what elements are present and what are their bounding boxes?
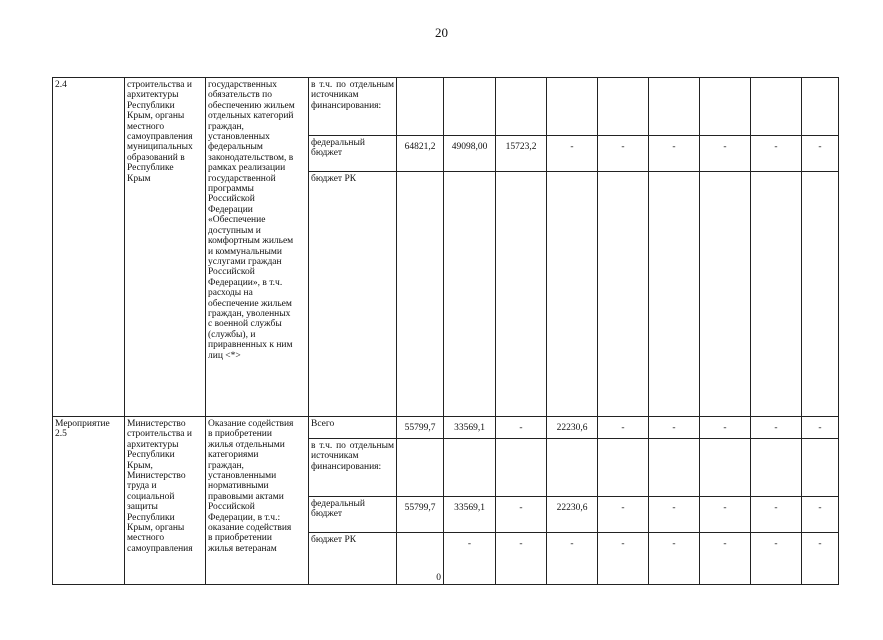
- text-line: труда и: [127, 481, 157, 492]
- cell-empty: [649, 172, 700, 417]
- value-cell: -: [496, 533, 547, 585]
- text-line: самоуправления: [127, 543, 193, 554]
- budget-table: [52, 77, 839, 585]
- source-incl-2-5: в т.ч. по отдельным источникам финансирования:: [309, 439, 397, 497]
- text-line: социальной: [127, 491, 175, 502]
- text-line: Российской: [208, 267, 255, 278]
- description-2-5: [206, 417, 309, 585]
- value-cell: -: [496, 497, 547, 533]
- value-cell: -: [649, 136, 700, 172]
- text-line: Оказание содействия: [208, 419, 294, 429]
- value-cell: -: [700, 417, 751, 439]
- text-line: архитектуры: [127, 90, 179, 101]
- table-row: [53, 78, 839, 136]
- text-line: Крым, органы: [127, 111, 185, 122]
- text-line: приравненных к ним: [208, 340, 293, 351]
- text-line: категориями: [208, 450, 259, 461]
- text-line: отдельных категорий: [208, 111, 294, 122]
- value-cell: -: [700, 533, 751, 585]
- cell-empty: [751, 439, 802, 497]
- text-line: Республики: [127, 100, 175, 111]
- text-line: местного: [127, 533, 165, 544]
- value-cell: -: [598, 136, 649, 172]
- text-line: государственной: [208, 173, 276, 184]
- cell-empty: [700, 78, 751, 136]
- value-cell: -: [700, 136, 751, 172]
- cell-empty: [802, 78, 839, 136]
- text-line: строительства и: [127, 429, 192, 440]
- text-line: образований в: [127, 152, 185, 163]
- value-cell: 22230,6: [547, 497, 598, 533]
- cell-empty: [444, 172, 496, 417]
- cell-empty: [496, 78, 547, 136]
- cell-empty: [802, 439, 839, 497]
- value-cell: 33569,1: [444, 417, 496, 439]
- value-cell: -: [598, 497, 649, 533]
- cell-empty: [444, 78, 496, 136]
- value-cell: -: [751, 533, 802, 585]
- value-cell: 64821,2: [397, 136, 444, 172]
- text-line: местного: [127, 121, 165, 132]
- cell-empty: [598, 439, 649, 497]
- cell-empty: [751, 78, 802, 136]
- value-cell: 55799,7: [397, 417, 444, 439]
- text-line: Российской: [208, 194, 255, 205]
- value-cell: 49098,00: [444, 136, 496, 172]
- cell-empty: [496, 439, 547, 497]
- executor-2-4: [125, 78, 206, 417]
- cell-empty: [649, 439, 700, 497]
- text-line: установленных: [208, 132, 270, 143]
- cell-empty: [598, 172, 649, 417]
- text-line: Министерство: [127, 419, 186, 429]
- cell-empty: [397, 172, 444, 417]
- value-cell: -: [547, 136, 598, 172]
- source-rk-2-5: бюджет РК: [309, 533, 397, 585]
- text-line: и коммунальными: [208, 246, 282, 257]
- text-line: обязательств по: [208, 90, 272, 101]
- cell-empty: [802, 172, 839, 417]
- text-line: оказание содействия: [208, 523, 292, 534]
- value-cell: -: [598, 417, 649, 439]
- text-line: самоуправления: [127, 132, 193, 143]
- value-cell: -: [751, 497, 802, 533]
- cell-empty: [397, 78, 444, 136]
- text-line: Федерации, в т.ч.:: [208, 512, 281, 523]
- value-cell: -: [802, 497, 839, 533]
- text-line: жилья ветеранам: [208, 543, 277, 554]
- text-line: лиц <*>: [208, 350, 241, 361]
- executor-2-5: [125, 417, 206, 585]
- cell-empty: [397, 439, 444, 497]
- source-rk-2-4: бюджет РК: [309, 172, 397, 417]
- value-cell: -: [751, 136, 802, 172]
- value-cell: -: [649, 497, 700, 533]
- text-line: услугами граждан: [208, 256, 282, 267]
- cell-empty: [547, 439, 598, 497]
- text-line: строительства и: [127, 80, 192, 90]
- text-line: нормативными: [208, 481, 269, 492]
- text-line: программы: [208, 184, 254, 195]
- source-federal-2-4: федеральный бюджет: [309, 136, 397, 172]
- value-cell: -: [649, 417, 700, 439]
- text-line: Крым,: [127, 460, 153, 471]
- text-line: муниципальных: [127, 142, 193, 153]
- text-line: Республики: [127, 450, 175, 461]
- value-cell: -: [802, 533, 839, 585]
- text-line: граждан, уволенных: [208, 308, 291, 319]
- cell-empty: [547, 78, 598, 136]
- text-line: Министерство: [127, 471, 186, 482]
- table-row: [53, 417, 839, 439]
- text-line: комфортным жильем: [208, 236, 294, 247]
- text-line: (службы), и: [208, 329, 256, 340]
- text-line: обеспечению жильем: [208, 100, 295, 111]
- row-code-2-4: 2.4: [53, 78, 125, 417]
- text-line: Крым, органы: [127, 523, 185, 534]
- value-cell: 55799,7: [397, 497, 444, 533]
- text-line: Республике: [127, 163, 174, 174]
- text-line: в приобретении: [208, 533, 272, 544]
- value-cell: 15723,2: [496, 136, 547, 172]
- text-line: федеральным: [208, 142, 263, 153]
- text-line: рамках реализации: [208, 163, 286, 174]
- cell-empty: [700, 172, 751, 417]
- description-2-4: [206, 78, 309, 417]
- text-line: Федерации», в т.ч.: [208, 277, 283, 288]
- cell-empty: [444, 439, 496, 497]
- cell-empty: [700, 439, 751, 497]
- value-cell: -: [547, 533, 598, 585]
- value-cell: 0: [397, 533, 444, 585]
- cell-empty: [547, 172, 598, 417]
- page-number: 20: [435, 25, 448, 40]
- text-line: обеспечение жильем: [208, 298, 292, 309]
- text-line: с военной службы: [208, 319, 282, 330]
- value-cell: -: [751, 417, 802, 439]
- value-cell: 33569,1: [444, 497, 496, 533]
- text-line: установленными: [208, 471, 277, 482]
- source-federal-2-5: федеральный бюджет: [309, 497, 397, 533]
- text-line: законодательством, в: [208, 152, 294, 163]
- value-cell: -: [598, 533, 649, 585]
- text-line: доступным и: [208, 225, 261, 236]
- text-line: граждан,: [208, 460, 244, 471]
- text-line: жилья отдельными: [208, 439, 285, 450]
- text-line: Республики: [127, 512, 175, 523]
- cell-empty: [751, 172, 802, 417]
- text-line: «Обеспечение: [208, 215, 266, 226]
- text-line: правовыми актами: [208, 491, 284, 502]
- row-code-2-5: Мероприятие 2.5: [53, 417, 125, 585]
- value-cell: -: [496, 417, 547, 439]
- value-cell: -: [802, 136, 839, 172]
- text-line: граждан,: [208, 121, 244, 132]
- value-cell: -: [649, 533, 700, 585]
- text-line: Федерации: [208, 204, 253, 215]
- value-cell: -: [700, 497, 751, 533]
- text-line: защиты: [127, 502, 158, 513]
- text-line: государственных: [208, 80, 278, 90]
- value-cell: -: [444, 533, 496, 585]
- text-line: Крым: [127, 173, 151, 184]
- value-cell: -: [802, 417, 839, 439]
- cell-empty: [598, 78, 649, 136]
- source-total-2-5: Всего: [309, 417, 397, 439]
- text-line: архитектуры: [127, 439, 179, 450]
- text-line: Российской: [208, 502, 255, 513]
- text-line: расходы на: [208, 288, 253, 299]
- cell-empty: [496, 172, 547, 417]
- text-line: в приобретении: [208, 429, 272, 440]
- cell-empty: [649, 78, 700, 136]
- value-cell: 22230,6: [547, 417, 598, 439]
- source-incl-2-4: в т.ч. по отдельным источникам финансирования:: [309, 78, 397, 136]
